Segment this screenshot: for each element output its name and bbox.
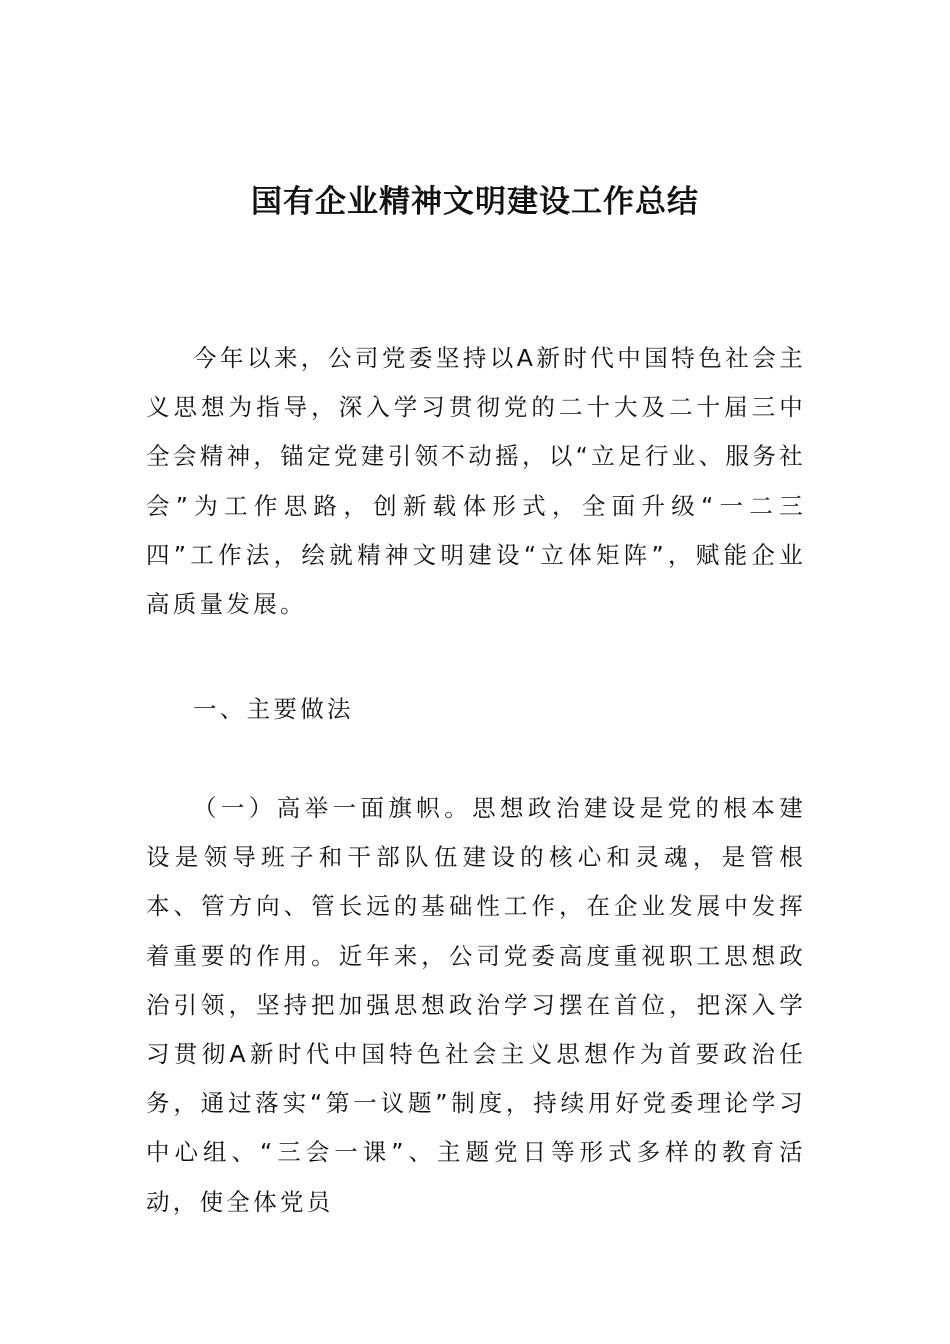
document-title: 国有企业精神文明建设工作总结 — [251, 183, 699, 220]
section-paragraph: （一）高举一面旗帜。思想政治建设是党的根本建设是领导班子和干部队伍建设的核心和灵魂，是管根本、管方向、管长远的基础性工作，在企业发展中发挥着重要的作用。近年来，公司党委高度重视职工思想政治引领，坚持把加强思想政治学习摆在首位，把深入学习贯彻A新时代中国特色社会主义思想作为首要政治任务，通过落实“第一议题”制度，持续用好党委理论学习中心组、“三会一课”、主题党日等形式多样的教育活动，使全体党员 — [146, 794, 806, 1216]
section-heading: 一、主要做法 — [193, 695, 354, 723]
intro-paragraph: 今年以来，公司党委坚持以A新时代中国特色社会主义思想为指导，深入学习贯彻党的二十大及二十届三中全会精神，锚定党建引领不动摇，以“立足行业、服务社会”为工作思路，创新载体形式，全面升级“一二三四”工作法，绘就精神文明建设“立体矩阵”，赋能企业高质量发展。 — [146, 344, 806, 619]
